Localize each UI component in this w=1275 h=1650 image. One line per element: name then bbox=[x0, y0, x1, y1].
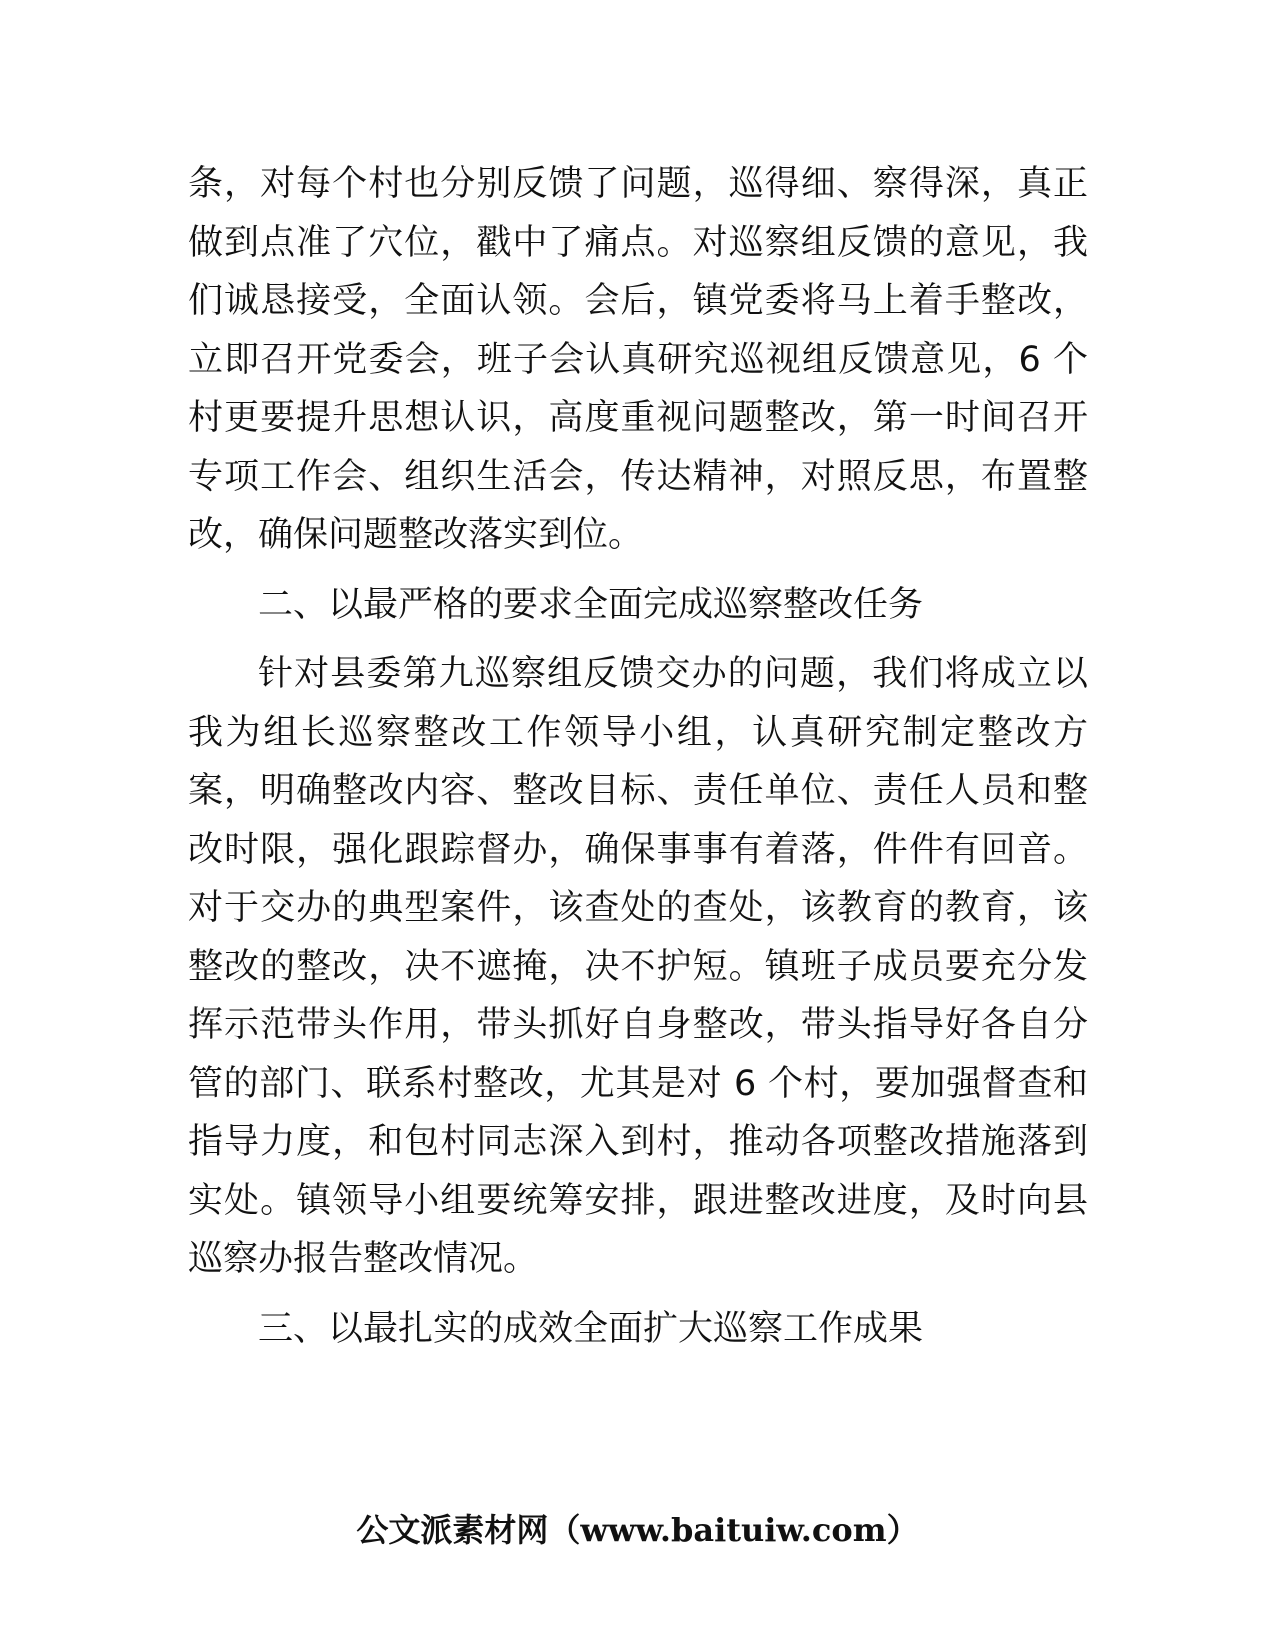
section-heading-two: 二、以最严格的要求全面完成巡察整改任务 bbox=[258, 584, 924, 625]
paragraph-section-two: 针对县委第九巡察组反馈交办的问题，我们将成立以我为组长巡察整改工作领导小组，认真研究制定整改方案，明确整改内容、整改目标、责任单位、责任人员和整改时限，强化跟踪督办，确保事事有着落，件件有回音。对于交办的典型案件，该查处的查处，该教育的教育，该整改的整改，决不遮掩，决不护短。镇班子成员要充分发挥示范带头作用，带头抓好自身整改，带头指导好各自分管的部门、联系村整改，尤其是对 6 个村，要加强督查和指导力度，和包村同志深入到村，推动各项整改措施落到实处。镇领导小组要统筹安排，跟进整改进度，及时向县巡察办报告整改情况。 bbox=[188, 654, 1088, 1279]
section-heading-three: 三、以最扎实的成效全面扩大巡察工作成果 bbox=[258, 1308, 924, 1349]
paragraph-continuation: 条，对每个村也分别反馈了问题，巡得细、察得深，真正做到点准了穴位，戳中了痛点。对巡察组反馈的意见，我们诚恳接受，全面认领。会后，镇党委将马上着手整改，立即召开党委会，班子会认真研究巡视组反馈意见，6 个村更要提升思想认识，高度重视问题整改，第一时间召开专项工作会、组织生活会，传达精神，对照反思，布置整改，确保问题整改落实到位。 bbox=[188, 164, 1088, 555]
document-body bbox=[188, 155, 1088, 1358]
page-footer-watermark: 公文派素材网（www.baituiw.com） bbox=[356, 1511, 919, 1549]
